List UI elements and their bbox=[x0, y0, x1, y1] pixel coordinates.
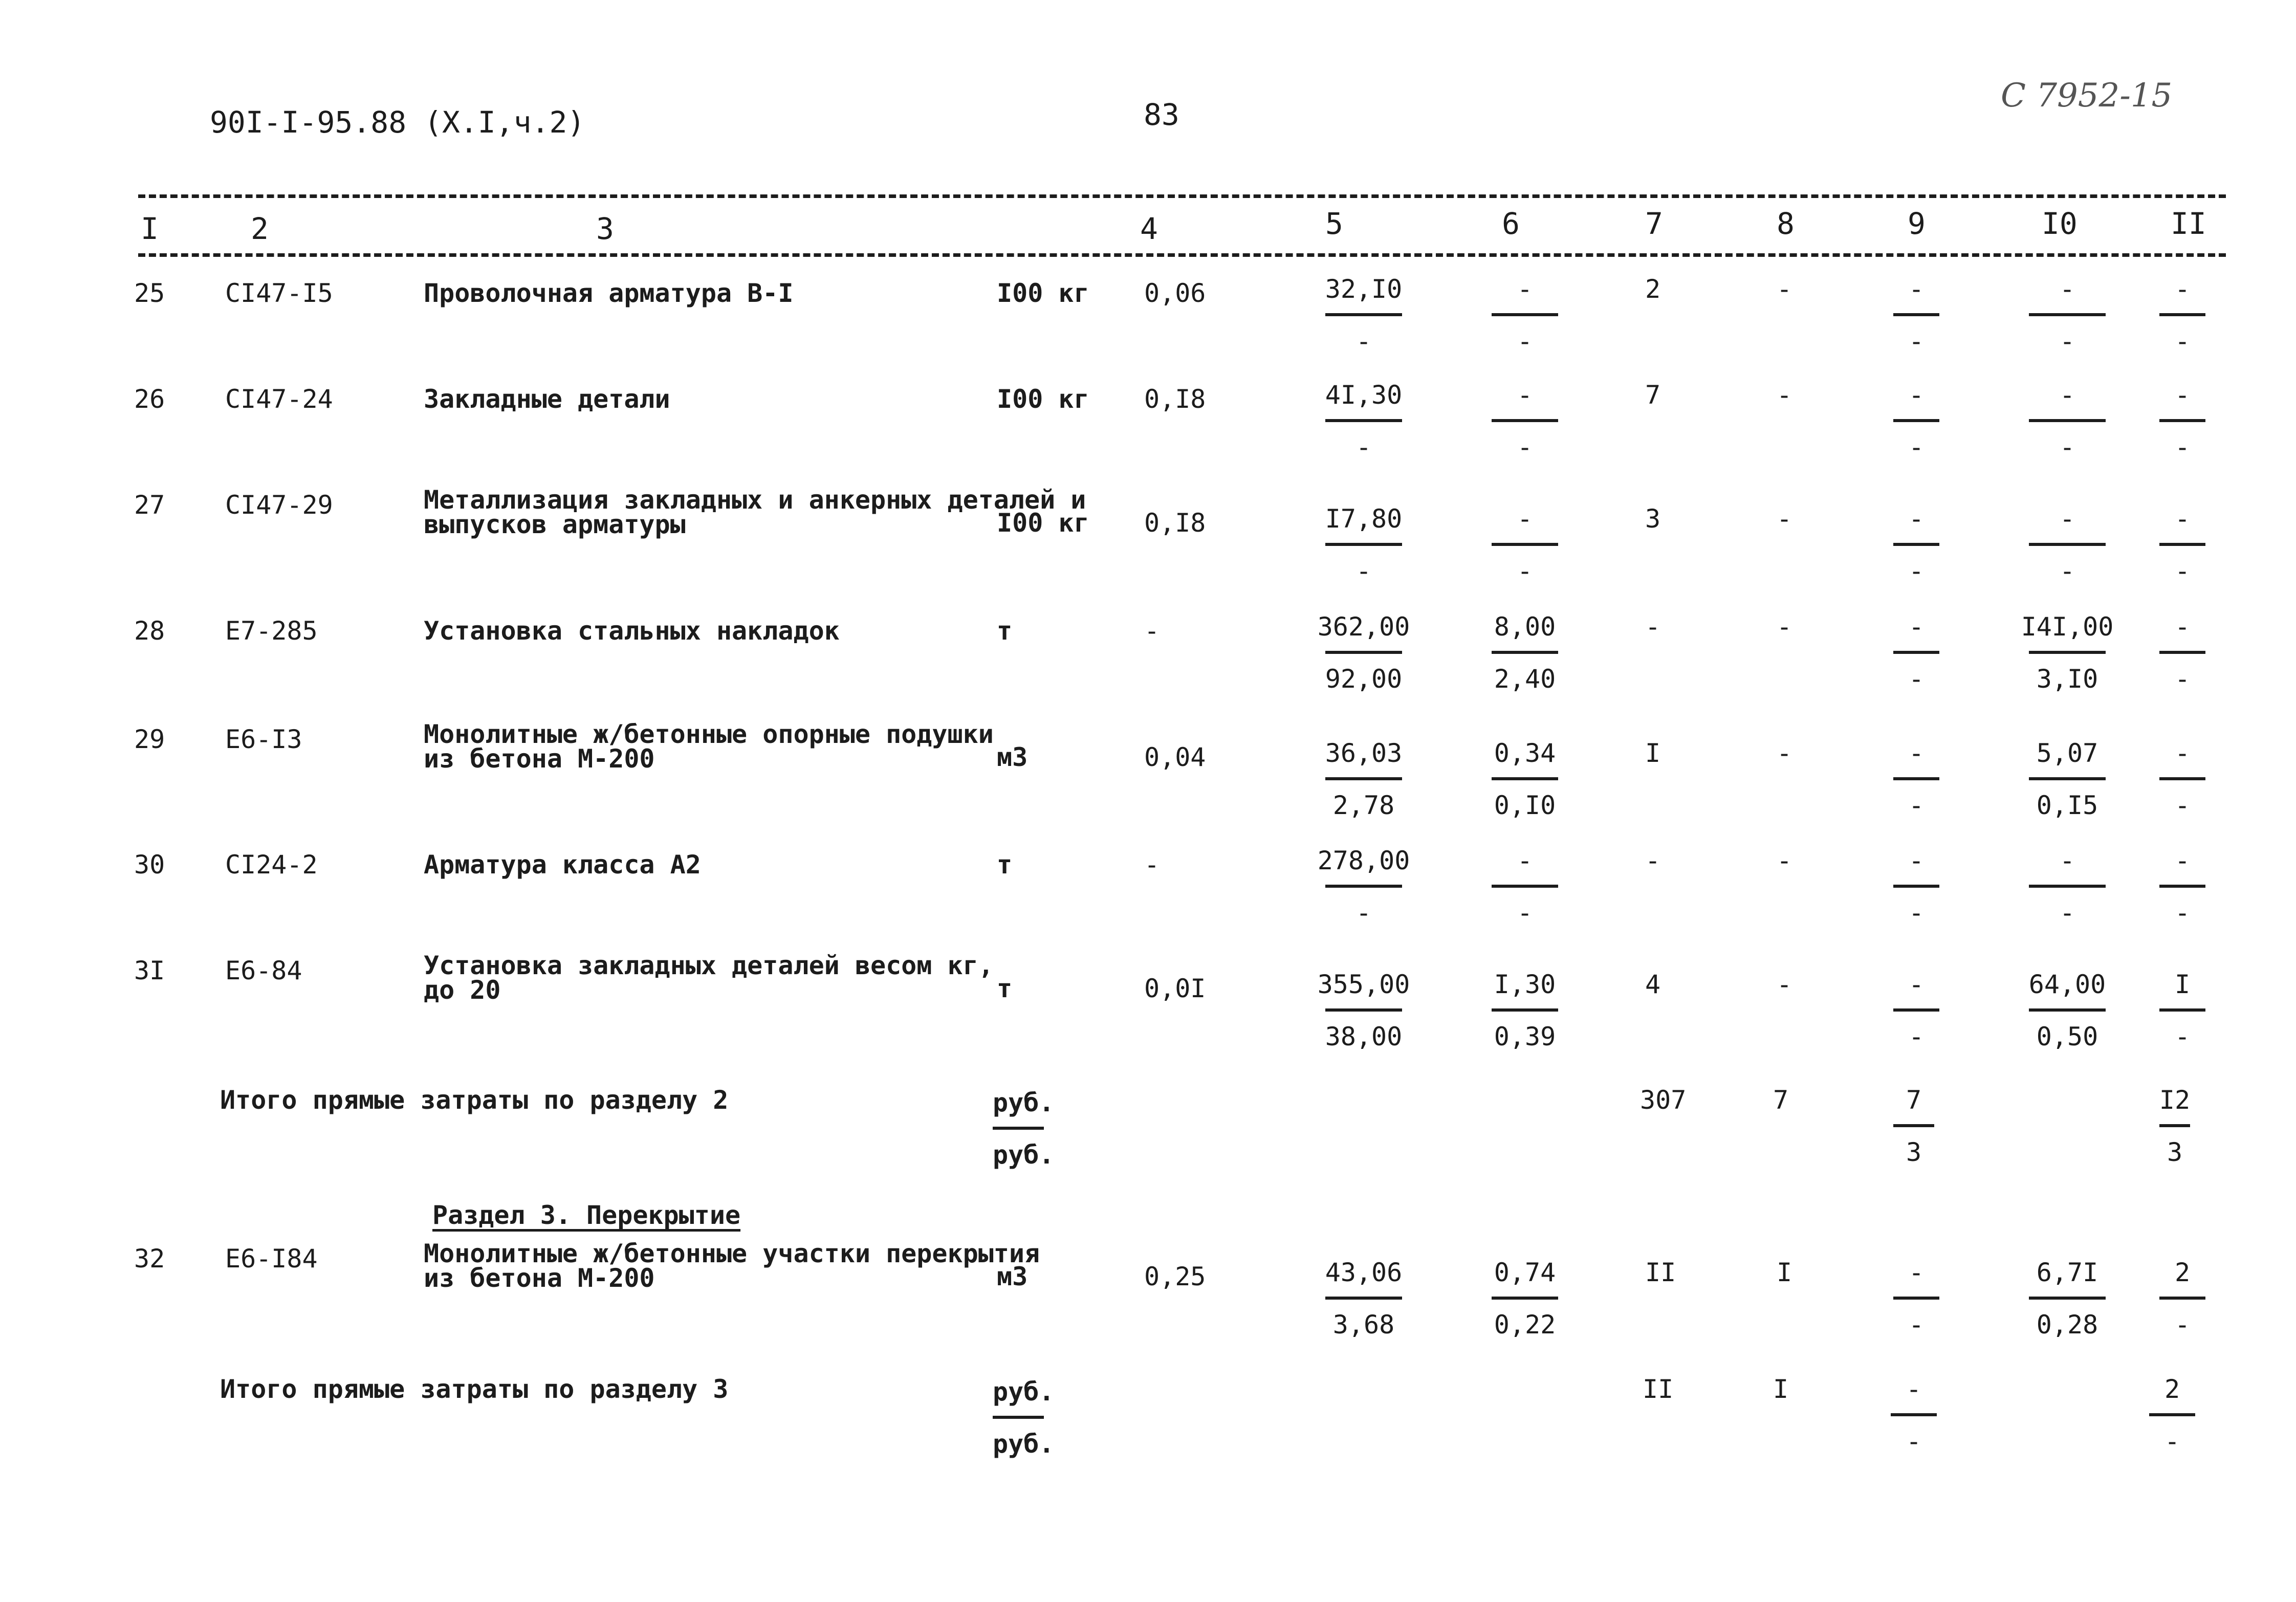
cost-col5-top: 355,00 bbox=[1317, 970, 1410, 999]
cost-col5 bbox=[1325, 1258, 1403, 1340]
cost-col7: - bbox=[1645, 612, 1661, 642]
fraction-bar bbox=[1893, 419, 1939, 422]
fraction-bar bbox=[993, 1127, 1044, 1130]
col-header-3: 3 bbox=[596, 211, 614, 246]
section-3-title: Раздел 3. Перекрытие bbox=[432, 1200, 741, 1230]
cost-col9 bbox=[1893, 382, 1939, 460]
cost-col11 bbox=[2159, 614, 2205, 692]
cost-col6-top: 0,34 bbox=[1494, 738, 1556, 768]
fraction-bar bbox=[1325, 543, 1402, 546]
rate-code: CI47-24 bbox=[225, 384, 333, 414]
fraction-bar bbox=[1893, 313, 1939, 316]
cost-col10-bottom: - bbox=[2059, 432, 2075, 462]
cost-col11-bottom: - bbox=[2174, 1310, 2191, 1340]
fraction-bar bbox=[2159, 651, 2205, 654]
cost-col5-bottom: - bbox=[1355, 432, 1372, 462]
cost-col5 bbox=[1325, 382, 1402, 460]
cost-col6 bbox=[1492, 276, 1558, 354]
cost-col11-top: - bbox=[2174, 846, 2191, 875]
cost-col9 bbox=[1893, 1258, 1939, 1340]
cost-col5-top: 4I,30 bbox=[1325, 380, 1403, 410]
total-col11-bottom: 3 bbox=[2167, 1137, 2183, 1167]
cost-col9 bbox=[1893, 972, 1939, 1049]
cost-col9-bottom: - bbox=[1908, 556, 1925, 586]
cost-col9-bottom: - bbox=[1908, 1310, 1925, 1340]
cost-col6 bbox=[1492, 972, 1558, 1049]
cost-col10-top: 6,7I bbox=[2036, 1258, 2098, 1287]
quantity: 0,0I bbox=[1144, 974, 1206, 1003]
total-col9-bottom: 3 bbox=[1906, 1137, 1922, 1167]
rate-code: E7-285 bbox=[225, 616, 318, 646]
fraction-bar bbox=[1492, 419, 1558, 422]
cost-col5-top: 32,I0 bbox=[1325, 274, 1403, 304]
fraction-bar bbox=[2159, 1124, 2190, 1127]
fraction-bar bbox=[1325, 1297, 1402, 1300]
unit-of-measure: м3 bbox=[997, 1262, 1028, 1291]
work-description-line: Проволочная арматура В-I bbox=[424, 278, 794, 308]
unit-of-measure: т bbox=[997, 974, 1013, 1003]
fraction-bar bbox=[1325, 777, 1402, 780]
total-col9-top: - bbox=[1906, 1374, 1922, 1404]
fraction-bar bbox=[2159, 885, 2205, 888]
fraction-bar bbox=[1325, 885, 1402, 888]
cost-col10-top: - bbox=[2059, 274, 2075, 304]
cost-col11 bbox=[2159, 972, 2205, 1049]
cost-col10-bottom: 0,I5 bbox=[2036, 791, 2098, 820]
cost-col9 bbox=[1893, 276, 1939, 354]
fraction-bar bbox=[1492, 651, 1558, 654]
cost-col10 bbox=[2029, 382, 2106, 460]
cost-col8: - bbox=[1777, 846, 1792, 875]
cost-col5-bottom: 3,68 bbox=[1332, 1310, 1395, 1340]
cost-col11 bbox=[2159, 740, 2205, 818]
total-col9-top: 7 bbox=[1906, 1085, 1922, 1115]
cost-col9-bottom: - bbox=[1908, 1022, 1925, 1051]
cost-col10-bottom: 0,28 bbox=[2036, 1310, 2098, 1340]
fraction-bar bbox=[1893, 651, 1939, 654]
work-description-line: до 20 bbox=[424, 975, 501, 1005]
cost-col10 bbox=[2021, 612, 2114, 694]
cost-col6-bottom: - bbox=[1517, 326, 1533, 356]
cost-col5 bbox=[1317, 846, 1410, 928]
cost-col9 bbox=[1893, 740, 1939, 818]
cost-col9 bbox=[1893, 506, 1939, 584]
cost-col11-bottom: - bbox=[2174, 791, 2191, 820]
cost-col9 bbox=[1893, 848, 1939, 926]
cost-col11-bottom: - bbox=[2174, 556, 2191, 586]
total-col11-top: 2 bbox=[2164, 1374, 2180, 1404]
total-col7: II bbox=[1643, 1374, 1674, 1404]
cost-col5-bottom: - bbox=[1355, 556, 1372, 586]
cost-col10-bottom: 3,I0 bbox=[2036, 664, 2098, 694]
unit-of-measure: т bbox=[997, 850, 1013, 880]
cost-col6-top: - bbox=[1517, 380, 1533, 410]
row-number: 26 bbox=[134, 384, 165, 414]
col-header-6: 6 bbox=[1502, 206, 1520, 241]
total-col11-fraction bbox=[2149, 1376, 2195, 1454]
fraction-bar bbox=[2159, 777, 2205, 780]
cost-col8: - bbox=[1777, 380, 1792, 410]
cost-col6-bottom: - bbox=[1517, 898, 1533, 928]
col-header-5: 5 bbox=[1325, 206, 1343, 241]
rate-code: CI47-29 bbox=[225, 490, 333, 520]
quantity: - bbox=[1144, 616, 1160, 646]
cost-col10-top: - bbox=[2059, 504, 2075, 534]
fraction-bar bbox=[2159, 1297, 2205, 1300]
cost-col6-bottom: - bbox=[1517, 432, 1533, 462]
cost-col9-top: - bbox=[1908, 504, 1925, 534]
col-header-4: 4 bbox=[1140, 211, 1158, 246]
cost-col11-top: - bbox=[2174, 274, 2191, 304]
total-col11-fraction bbox=[2154, 1087, 2195, 1165]
cost-col10-bottom: 0,50 bbox=[2036, 1022, 2098, 1051]
quantity: 0,I8 bbox=[1144, 508, 1206, 538]
unit-of-measure: т bbox=[997, 616, 1013, 646]
fraction-bar bbox=[2029, 419, 2106, 422]
cost-col8: I bbox=[1777, 1258, 1792, 1287]
col-header-8: 8 bbox=[1777, 206, 1795, 241]
fraction-bar bbox=[1893, 1008, 1939, 1012]
col-header-7: 7 bbox=[1645, 206, 1663, 241]
cost-col11-bottom: - bbox=[2174, 1022, 2191, 1051]
cost-col5-bottom: - bbox=[1355, 326, 1372, 356]
cost-col5-top: 43,06 bbox=[1325, 1258, 1403, 1287]
fraction-bar bbox=[1893, 777, 1939, 780]
cost-col10-top: - bbox=[2059, 846, 2075, 875]
cost-col11-top: - bbox=[2174, 380, 2191, 410]
fraction-bar bbox=[1325, 313, 1402, 316]
col-header-9: 9 bbox=[1908, 206, 1926, 241]
archive-stamp: C 7952-15 bbox=[2001, 77, 2173, 115]
cost-col11 bbox=[2159, 276, 2205, 354]
total-col8: I bbox=[1773, 1374, 1789, 1404]
cost-col9-top: - bbox=[1908, 612, 1925, 642]
cost-col11 bbox=[2159, 382, 2205, 460]
cost-col10 bbox=[2029, 740, 2106, 818]
cost-col10 bbox=[2029, 276, 2106, 354]
fraction-bar bbox=[1325, 419, 1402, 422]
quantity: 0,04 bbox=[1144, 742, 1206, 772]
quantity: 0,I8 bbox=[1144, 384, 1206, 414]
cost-col9-top: - bbox=[1908, 970, 1925, 999]
fraction-bar bbox=[1891, 1413, 1937, 1416]
cost-col6 bbox=[1492, 506, 1558, 584]
cost-col5 bbox=[1325, 276, 1402, 354]
fraction-bar bbox=[1325, 651, 1402, 654]
cost-col9-top: - bbox=[1908, 274, 1925, 304]
cost-col11 bbox=[2159, 1258, 2205, 1340]
cost-col11-top: 2 bbox=[2174, 1258, 2191, 1287]
fraction-bar bbox=[2029, 313, 2106, 316]
cost-col5-bottom: 2,78 bbox=[1332, 791, 1395, 820]
cost-col9-bottom: - bbox=[1908, 898, 1925, 928]
total-col9-fraction bbox=[1891, 1376, 1937, 1454]
total-col11-top: I2 bbox=[2159, 1085, 2191, 1115]
row-number: 25 bbox=[134, 278, 165, 308]
work-description-line: из бетона М-200 bbox=[424, 1263, 655, 1293]
cost-col6 bbox=[1492, 848, 1558, 926]
fraction-bar bbox=[2159, 1008, 2205, 1012]
cost-col9-top: - bbox=[1908, 380, 1925, 410]
quantity: - bbox=[1144, 850, 1160, 880]
cost-col8: - bbox=[1777, 612, 1792, 642]
cost-col11-bottom: - bbox=[2174, 326, 2191, 356]
work-description-line: выпусков арматуры bbox=[424, 510, 686, 539]
cost-col10-top: 5,07 bbox=[2036, 738, 2098, 768]
cost-col6 bbox=[1492, 1258, 1558, 1340]
total-unit-fraction bbox=[993, 1090, 1054, 1168]
cost-col6 bbox=[1492, 740, 1558, 818]
cost-col11 bbox=[2159, 848, 2205, 926]
cost-col11-bottom: - bbox=[2174, 664, 2191, 694]
rate-code: E6-I3 bbox=[225, 725, 302, 754]
cost-col10-top: - bbox=[2059, 380, 2075, 410]
fraction-bar bbox=[2029, 777, 2106, 780]
cost-col10 bbox=[2029, 848, 2106, 926]
work-description-line: Монолитные ж/бетонные участки перекрытия bbox=[424, 1239, 1040, 1268]
cost-col5-bottom: 92,00 bbox=[1325, 664, 1403, 694]
fraction-bar bbox=[1325, 1008, 1402, 1012]
cost-col10-top: 64,00 bbox=[2028, 970, 2106, 999]
total-unit-fraction bbox=[993, 1379, 1054, 1457]
fraction-bar bbox=[1492, 1008, 1558, 1012]
col-header-10: I0 bbox=[2042, 206, 2078, 241]
cost-col6 bbox=[1492, 614, 1558, 692]
fraction-bar bbox=[1893, 885, 1939, 888]
cost-col9-bottom: - bbox=[1908, 664, 1925, 694]
quantity: 0,25 bbox=[1144, 1262, 1206, 1291]
total-col11-bottom: - bbox=[2164, 1427, 2180, 1456]
total-col7: 307 bbox=[1640, 1085, 1687, 1115]
cost-col6-top: - bbox=[1517, 504, 1533, 534]
cost-col7: - bbox=[1645, 846, 1661, 875]
cost-col6-bottom: - bbox=[1517, 556, 1533, 586]
unit-of-measure: I00 кг bbox=[997, 278, 1089, 308]
row-number: 28 bbox=[134, 616, 165, 646]
unit-of-measure: I00 кг bbox=[997, 508, 1089, 538]
col-header-1: I bbox=[141, 211, 159, 246]
cost-col6-top: - bbox=[1517, 846, 1533, 875]
cost-col5 bbox=[1325, 506, 1402, 584]
work-description-line: Арматура класса А2 bbox=[424, 850, 701, 880]
cost-col6-top: I,30 bbox=[1494, 970, 1556, 999]
work-description-line: Установка стальных накладок bbox=[424, 616, 840, 646]
fraction-bar bbox=[2029, 885, 2106, 888]
row-number: 29 bbox=[134, 725, 165, 754]
cost-col10-bottom: - bbox=[2059, 326, 2075, 356]
cost-col11 bbox=[2159, 506, 2205, 584]
unit-of-measure: I00 кг bbox=[997, 384, 1089, 414]
cost-col7: I bbox=[1645, 738, 1661, 768]
total-col8: 7 bbox=[1773, 1085, 1789, 1115]
cost-col11-bottom: - bbox=[2174, 432, 2191, 462]
fraction-bar bbox=[2149, 1413, 2195, 1416]
fraction-bar bbox=[1492, 777, 1558, 780]
total-unit-bottom: руб. bbox=[993, 1140, 1055, 1170]
fraction-bar bbox=[2159, 543, 2205, 546]
cost-col5-top: 36,03 bbox=[1325, 738, 1403, 768]
fraction-bar bbox=[2029, 543, 2106, 546]
work-description-line: Монолитные ж/бетонные опорные подушки bbox=[424, 719, 994, 749]
total-col9-fraction bbox=[1893, 1087, 1934, 1165]
cost-col5 bbox=[1325, 740, 1402, 818]
cost-col9-top: - bbox=[1908, 1258, 1925, 1287]
cost-col11-top: I bbox=[2174, 970, 2191, 999]
cost-col10 bbox=[2029, 506, 2106, 584]
cost-col9-top: - bbox=[1908, 846, 1925, 875]
cost-col9-bottom: - bbox=[1908, 326, 1925, 356]
cost-col6-bottom: 0,I0 bbox=[1494, 791, 1556, 820]
row-number: 32 bbox=[134, 1244, 165, 1274]
total-label: Итого прямые затраты по разделу 2 bbox=[220, 1085, 729, 1115]
header-bottom-rule bbox=[138, 253, 2226, 257]
document-code: 90I-I-95.88 (X.I,ч.2) bbox=[210, 105, 585, 140]
cost-col9-top: - bbox=[1908, 738, 1925, 768]
cost-col5-top: 362,00 bbox=[1317, 612, 1410, 642]
cost-col9 bbox=[1893, 614, 1939, 692]
header-top-rule bbox=[138, 194, 2226, 198]
rate-code: E6-I84 bbox=[225, 1244, 318, 1274]
cost-col5 bbox=[1317, 612, 1410, 694]
total-unit-top: руб. bbox=[993, 1377, 1055, 1407]
cost-col10 bbox=[2029, 972, 2106, 1049]
fraction-bar bbox=[1492, 1297, 1558, 1300]
fraction-bar bbox=[2029, 1297, 2106, 1300]
cost-col8: - bbox=[1777, 504, 1792, 534]
cost-col11-top: - bbox=[2174, 612, 2191, 642]
cost-col6-bottom: 2,40 bbox=[1494, 664, 1556, 694]
cost-col11-bottom: - bbox=[2174, 898, 2191, 928]
cost-col11-top: - bbox=[2174, 504, 2191, 534]
fraction-bar bbox=[2159, 419, 2205, 422]
cost-col7: 7 bbox=[1645, 380, 1661, 410]
unit-of-measure: м3 bbox=[997, 742, 1028, 772]
work-description-line: из бетона М-200 bbox=[424, 744, 655, 774]
cost-col6 bbox=[1492, 382, 1558, 460]
fraction-bar bbox=[1893, 543, 1939, 546]
cost-col5-bottom: - bbox=[1355, 898, 1372, 928]
cost-col8: - bbox=[1777, 274, 1792, 304]
cost-col6-top: 8,00 bbox=[1494, 612, 1556, 642]
cost-col7: 2 bbox=[1645, 274, 1661, 304]
row-number: 27 bbox=[134, 490, 165, 520]
fraction-bar bbox=[1492, 313, 1558, 316]
cost-col6-top: 0,74 bbox=[1494, 1258, 1556, 1287]
work-description-line: Установка закладных деталей весом кг, bbox=[424, 951, 994, 980]
work-description-line: Металлизация закладных и анкерных деталей и bbox=[424, 485, 1086, 515]
rate-code: CI24-2 bbox=[225, 850, 318, 880]
fraction-bar bbox=[993, 1416, 1044, 1419]
col-header-11: II bbox=[2171, 206, 2206, 241]
fraction-bar bbox=[2029, 651, 2106, 654]
rate-code: E6-84 bbox=[225, 956, 302, 985]
cost-col7: 3 bbox=[1645, 504, 1661, 534]
rate-code: CI47-I5 bbox=[225, 278, 333, 308]
total-col9-bottom: - bbox=[1906, 1427, 1922, 1456]
col-header-2: 2 bbox=[251, 211, 269, 246]
cost-col5-bottom: 38,00 bbox=[1325, 1022, 1403, 1051]
cost-col10-bottom: - bbox=[2059, 898, 2075, 928]
fraction-bar bbox=[2029, 1008, 2106, 1012]
cost-col7: II bbox=[1645, 1258, 1676, 1287]
cost-col5-top: I7,80 bbox=[1325, 504, 1403, 534]
fraction-bar bbox=[1492, 543, 1558, 546]
total-label: Итого прямые затраты по разделу 3 bbox=[220, 1374, 729, 1404]
cost-col7: 4 bbox=[1645, 970, 1661, 999]
cost-col6-top: - bbox=[1517, 274, 1533, 304]
fraction-bar bbox=[1893, 1124, 1934, 1127]
fraction-bar bbox=[2159, 313, 2205, 316]
cost-col9-bottom: - bbox=[1908, 791, 1925, 820]
total-unit-top: руб. bbox=[993, 1088, 1055, 1117]
cost-col9-bottom: - bbox=[1908, 432, 1925, 462]
cost-col10 bbox=[2029, 1258, 2106, 1340]
work-description-line: Закладные детали bbox=[424, 384, 670, 414]
cost-col6-bottom: 0,22 bbox=[1494, 1310, 1556, 1340]
cost-col10-top: I4I,00 bbox=[2021, 612, 2114, 642]
cost-col8: - bbox=[1777, 738, 1792, 768]
cost-col10-bottom: - bbox=[2059, 556, 2075, 586]
cost-col8: - bbox=[1777, 970, 1792, 999]
total-unit-bottom: руб. bbox=[993, 1429, 1055, 1459]
fraction-bar bbox=[1492, 885, 1558, 888]
cost-col11-top: - bbox=[2174, 738, 2191, 768]
page-number: 83 bbox=[1144, 97, 1179, 132]
cost-col6-bottom: 0,39 bbox=[1494, 1022, 1556, 1051]
cost-col5-top: 278,00 bbox=[1317, 846, 1410, 875]
cost-col5 bbox=[1317, 970, 1410, 1051]
quantity: 0,06 bbox=[1144, 278, 1206, 308]
row-number: 3I bbox=[134, 956, 165, 985]
fraction-bar bbox=[1893, 1297, 1939, 1300]
row-number: 30 bbox=[134, 850, 165, 880]
